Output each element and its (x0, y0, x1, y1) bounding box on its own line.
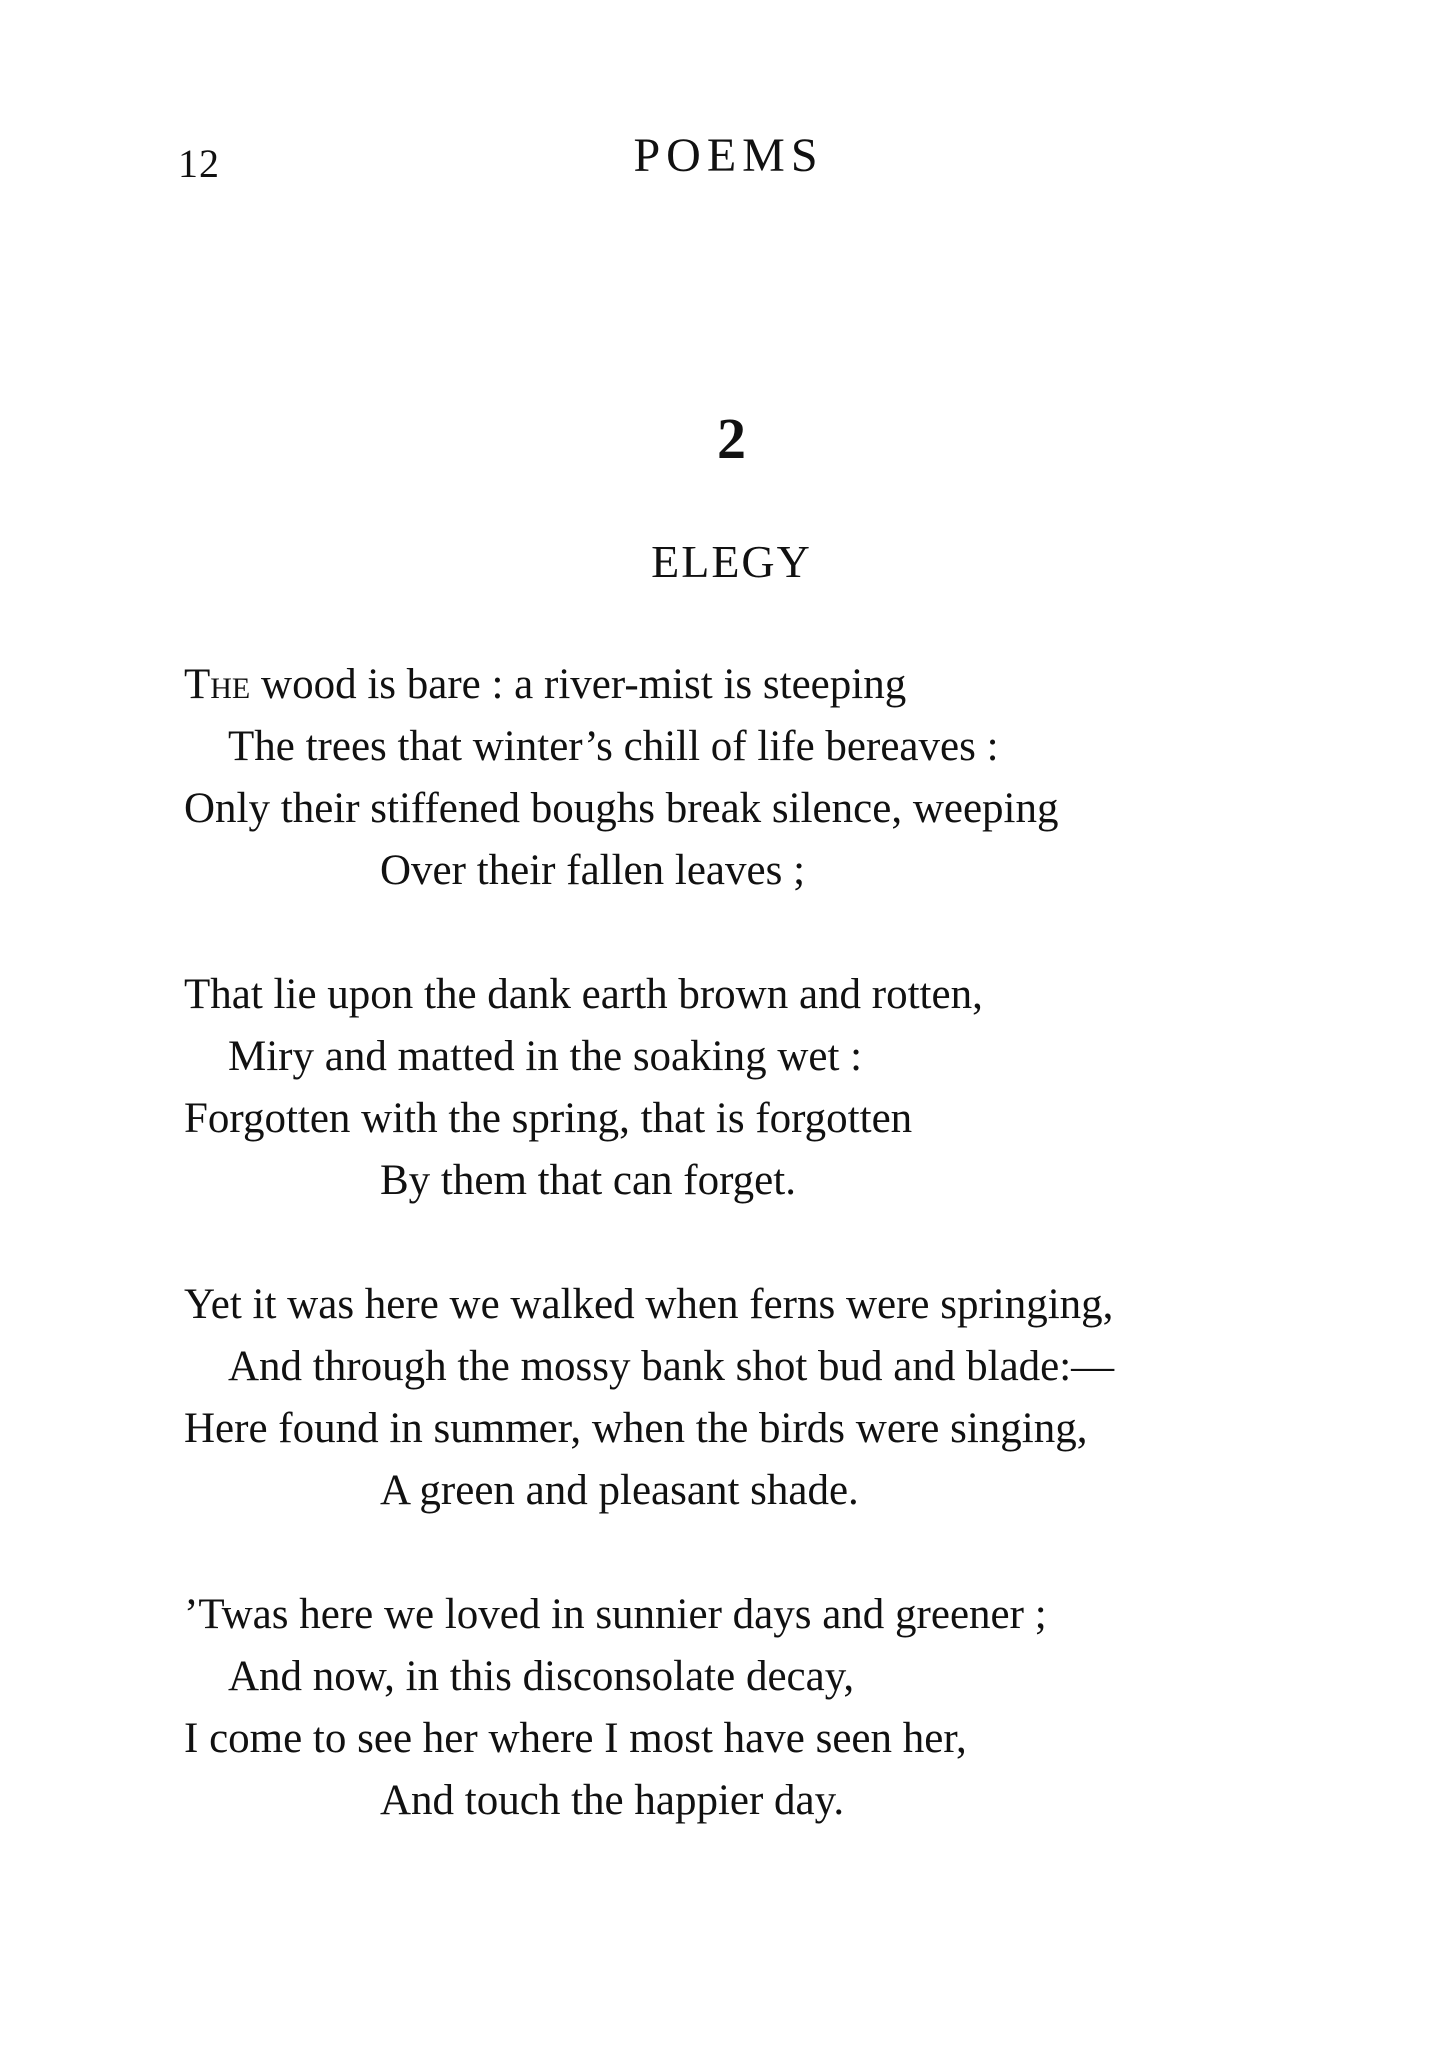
poem-line: And now, in this disconsolate decay, (228, 1653, 855, 1700)
drop-word: The (184, 661, 251, 708)
poem-line: By them that can forget. (380, 1157, 796, 1204)
poem-line: I come to see her where I most have seen her, (184, 1715, 967, 1762)
poem-line: Only their stiffened boughs break silence, weeping (184, 785, 1059, 832)
poem-line: Over their fallen leaves ; (380, 847, 806, 894)
poem-line: ’Twas here we loved in sunnier days and greener ; (184, 1591, 1047, 1638)
poem-line: The trees that winter’s chill of life bereaves : (228, 723, 999, 770)
poem-line: That lie upon the dank earth brown and rotten, (184, 971, 983, 1018)
running-head: POEMS (633, 129, 824, 182)
poem-line (184, 663, 906, 706)
line-text: wood is bare : a river-mist is steeping (250, 661, 907, 708)
poem-line: Forgotten with the spring, that is forgotten (184, 1095, 913, 1142)
poem-line: And touch the happier day. (380, 1777, 845, 1824)
poem-line: And through the mossy bank shot bud and blade:— (228, 1343, 1115, 1390)
poem-line: Yet it was here we walked when ferns were springing, (184, 1281, 1114, 1328)
poem-title: ELEGY (651, 536, 812, 587)
poem-line: A green and pleasant shade. (380, 1467, 859, 1514)
poem-line: Here found in summer, when the birds were singing, (184, 1405, 1088, 1452)
page-number: 12 (178, 141, 220, 186)
poem-number: 2 (717, 406, 746, 471)
poem-line: Miry and matted in the soaking wet : (228, 1033, 863, 1080)
